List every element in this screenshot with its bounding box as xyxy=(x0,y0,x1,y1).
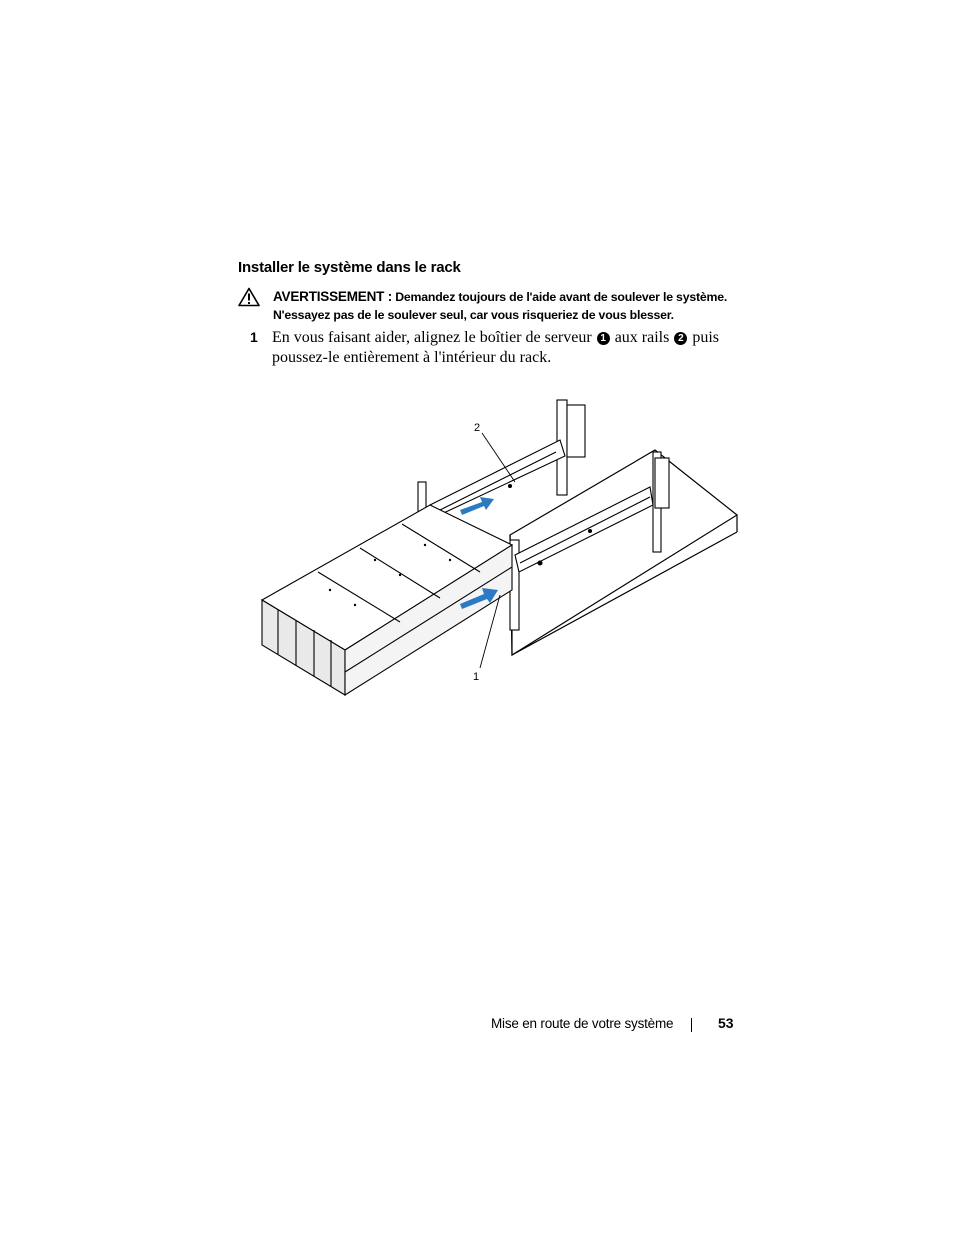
page-number: 53 xyxy=(718,1015,734,1031)
callout-label-1: 1 xyxy=(473,671,480,683)
rack-installation-illustration xyxy=(250,395,750,705)
step-text-before: En vous faisant aider, alignez le boîtier de serveur xyxy=(272,329,592,346)
section-heading: Installer le système dans le rack xyxy=(238,259,461,276)
warning-message xyxy=(273,288,753,324)
warning-body: Demandez toujours de l'aide avant de soulever le système. N'essayez pas de le soulever seul, car vous risqueriez de vous blesser. xyxy=(273,290,728,322)
step-text-middle: aux rails xyxy=(614,329,670,346)
warning-triangle-icon xyxy=(238,287,260,307)
callout-marker-1: 1 xyxy=(597,332,610,345)
callout-label-2: 2 xyxy=(474,422,481,434)
footer-separator xyxy=(691,1018,692,1032)
callout-marker-2: 2 xyxy=(674,332,687,345)
warning-label: AVERTISSEMENT : xyxy=(273,289,393,304)
step-text xyxy=(272,328,732,368)
step-number: 1 xyxy=(250,329,258,345)
step-text-after: puis poussez-le entièrement à l'intérieur du rack. xyxy=(272,329,720,366)
footer-chapter-title: Mise en route de votre système xyxy=(491,1016,674,1031)
